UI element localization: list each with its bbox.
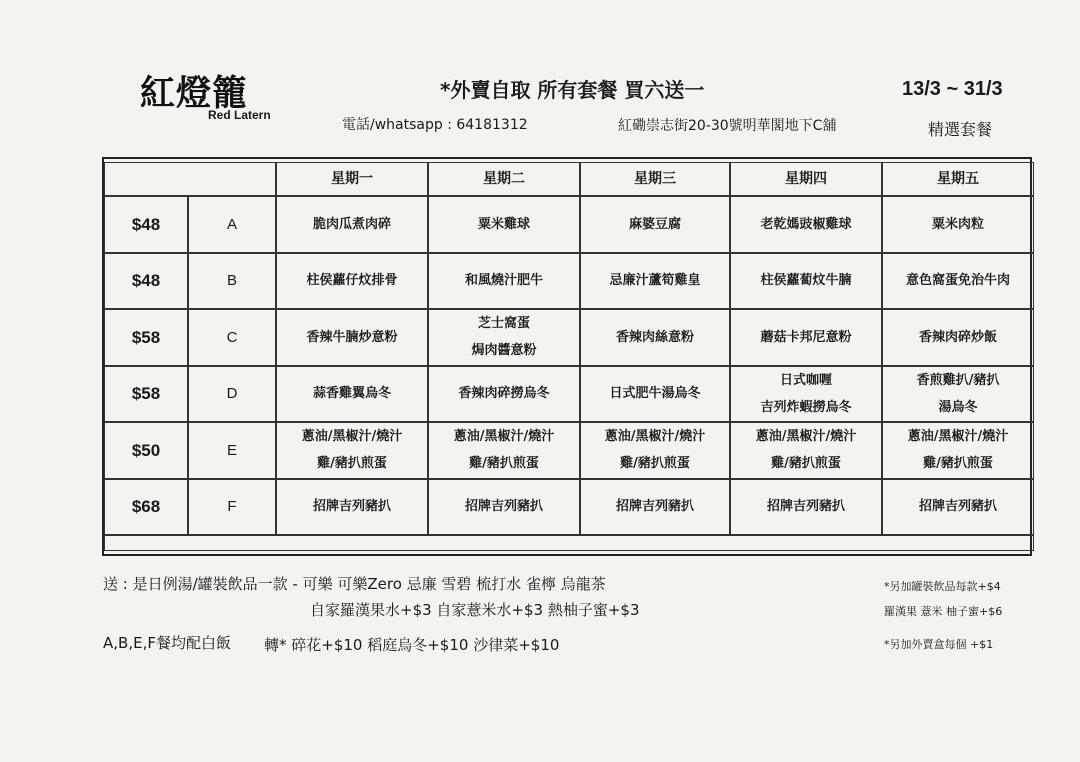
dish-cell [276,196,428,253]
dish-cell [276,479,428,536]
dish-line: 蒜香雞翼烏冬 [312,386,391,402]
set-code: F [188,479,276,536]
day-header: 星期三 [580,162,730,196]
dish-name [478,211,530,238]
dish-line: 和風燒汁肥牛 [464,273,543,289]
day-header: 星期五 [882,162,1034,196]
dish-line: 蔥油/黑椒汁/燒汁 [604,429,706,445]
dish-line: 日式咖喱 [779,372,832,388]
dish-line: 招牌吉列豬扒 [766,499,845,515]
dish-name [313,211,391,238]
dish-line: 香辣牛腩炒意粉 [306,329,398,345]
restaurant-name-english: Red Latern [208,108,271,122]
dish-name [465,493,543,520]
dish-cell [882,253,1034,310]
dish-name [919,324,997,351]
dish-name [302,423,403,477]
dish-line: 粟米肉粒 [931,216,984,232]
dish-cell [730,253,882,310]
dish-name [932,211,984,238]
side-note-drinks: 羅漢果 薏米 柚子蜜+$6 [884,605,1003,618]
dish-line: 蔥油/黑椒汁/燒汁 [907,429,1009,445]
dish-line: 麻婆豆腐 [628,216,681,232]
dish-cell [580,479,730,536]
dish-cell [580,422,730,479]
dish-cell [882,366,1034,423]
dish-name [760,324,851,351]
dish-cell [730,366,882,423]
dish-name [306,267,397,294]
dish-line: 雞/豬扒煎蛋 [317,456,387,472]
dish-cell [276,309,428,366]
dish-line: 日式肥牛湯烏冬 [609,386,701,402]
set-code: C [188,309,276,366]
side-note-box: *另加外賣盒每個 +$1 [884,638,994,651]
dish-name [760,367,851,421]
dish-name [605,423,706,477]
dish-line: 招牌吉列豬扒 [918,499,997,515]
dish-name [306,324,397,351]
dish-name [760,211,851,238]
dish-line: 焗肉醬意粉 [471,343,537,359]
dish-cell [580,309,730,366]
set-price: $48 [104,253,188,310]
dish-name [609,380,700,407]
dish-cell [730,309,882,366]
dish-cell [276,422,428,479]
dish-name [756,423,857,477]
set-price: $68 [104,479,188,536]
dish-cell [428,309,580,366]
dish-cell [580,253,730,310]
dish-line: 吉列炸蝦撈烏冬 [760,399,852,415]
dish-cell [730,422,882,479]
dish-line: 老乾媽豉椒雞球 [760,216,852,232]
dish-name [458,380,549,407]
dish-name [760,267,851,294]
dish-line: 脆肉瓜煮肉碎 [312,216,391,232]
dish-cell [580,366,730,423]
dish-line: 香辣肉碎撈烏冬 [458,386,550,402]
dish-name [313,493,391,520]
dish-line: 香辣肉碎炒飯 [918,329,997,345]
dish-cell [882,479,1034,536]
set-menu-label: 精選套餐 [928,120,993,139]
dish-line: 芝士窩蛋 [477,316,530,332]
dish-cell [730,196,882,253]
dish-name [906,267,1010,294]
dish-name [454,423,555,477]
dish-name [313,380,391,407]
set-price: $58 [104,366,188,423]
dish-line: 湯烏冬 [938,399,978,415]
promo-headline: *外賣自取 所有套餐 買六送一 [440,78,705,102]
dish-cell [730,479,882,536]
dish-line: 雞/豬扒煎蛋 [469,456,539,472]
dish-cell [428,422,580,479]
dish-name [919,493,997,520]
day-header: 星期二 [428,162,580,196]
set-code: B [188,253,276,310]
set-code: E [188,422,276,479]
dish-line: 柱侯蘿仔炆排骨 [306,273,398,289]
dish-cell [276,253,428,310]
day-header: 星期一 [276,162,428,196]
dish-name [616,324,694,351]
dish-line: 粟米雞球 [477,216,530,232]
dish-line: 蘑菇卡邦尼意粉 [760,329,852,345]
dish-name [767,493,845,520]
set-price: $48 [104,196,188,253]
dish-name [616,493,694,520]
set-code: A [188,196,276,253]
phone-number: 電話/whatsapp : 64181312 [342,117,528,133]
dish-cell [882,196,1034,253]
day-header: 星期四 [730,162,882,196]
dish-cell [276,366,428,423]
dish-name [908,423,1009,477]
dish-cell [882,422,1034,479]
dish-cell [882,309,1034,366]
dish-line: 忌廉汁蘆筍雞皇 [609,273,701,289]
date-range: 13/3 ~ 31/3 [902,78,1003,100]
dish-line: 雞/豬扒煎蛋 [620,456,690,472]
table-bottom-strip [104,535,1034,551]
dish-line: 雞/豬扒煎蛋 [923,456,993,472]
table-corner [104,162,276,196]
restaurant-logo: 紅燈籠 [140,73,249,114]
dish-name [471,310,536,364]
rice-extra-note: 轉* 碎花+$10 稻庭烏冬+$10 沙律菜+$10 [264,636,560,654]
set-price: $58 [104,309,188,366]
dish-line: 招牌吉列豬扒 [615,499,694,515]
dish-cell [428,479,580,536]
dish-cell [428,253,580,310]
dish-line: 柱侯蘿蔔炆牛腩 [760,273,852,289]
dish-line: 蔥油/黑椒汁/燒汁 [453,429,555,445]
dish-line: 意色窩蛋免治牛肉 [905,273,1010,289]
side-note-can: *另加罐裝飲品每款+$4 [884,580,1001,593]
address: 紅磡崇志街20-30號明華閣地下C舖 [618,118,837,134]
dish-line: 香辣肉絲意粉 [615,329,694,345]
dish-line: 蔥油/黑椒汁/燒汁 [755,429,857,445]
rice-note: A,B,E,F餐均配白飯 [103,634,231,652]
drinks-extra-note: 自家羅漢果水+$3 自家薏米水+$3 熱柚子蜜+$3 [310,601,640,619]
dish-cell [428,196,580,253]
dish-line: 招牌吉列豬扒 [464,499,543,515]
dish-cell [580,196,730,253]
drinks-note: 送 : 是日例湯/罐裝飲品一款 - 可樂 可樂Zero 忌廉 雪碧 梳打水 雀檸 烏龍茶 [103,575,606,593]
dish-line: 香煎雞扒/豬扒 [916,372,1000,388]
dish-line: 雞/豬扒煎蛋 [771,456,841,472]
dish-name [629,211,681,238]
dish-cell [428,366,580,423]
set-code: D [188,366,276,423]
set-price: $50 [104,422,188,479]
dish-line: 蔥油/黑椒汁/燒汁 [301,429,403,445]
dish-name [465,267,543,294]
dish-line: 招牌吉列豬扒 [312,499,391,515]
dish-name [609,267,700,294]
dish-name [917,367,1000,421]
